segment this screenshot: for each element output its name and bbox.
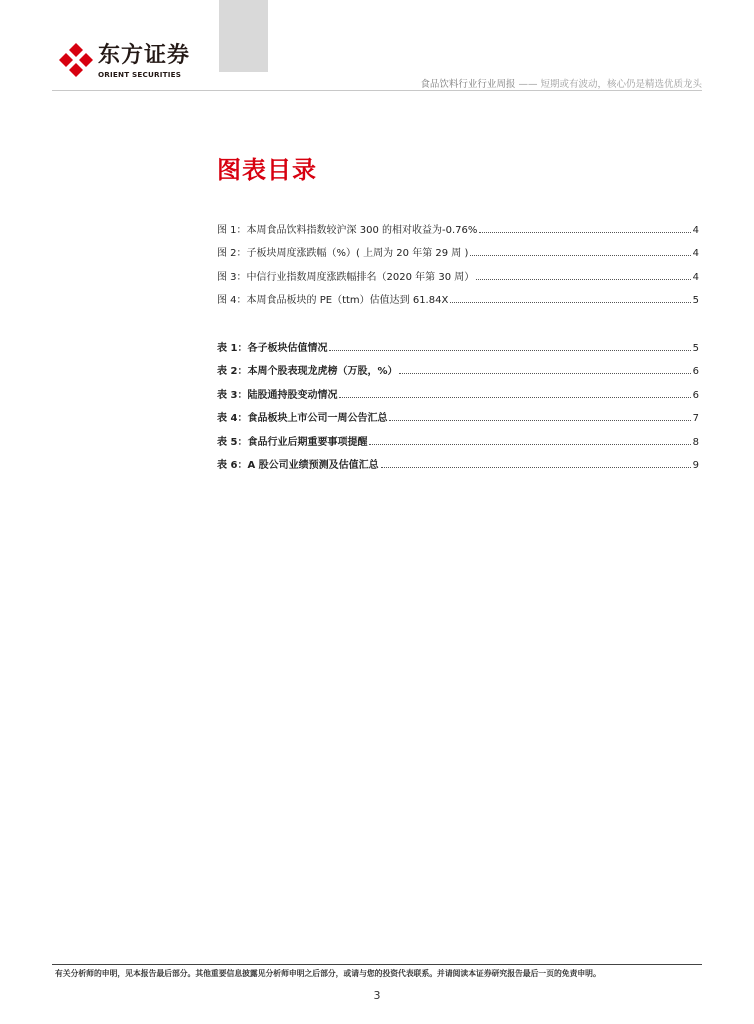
toc-title: 图表目录 <box>217 156 317 184</box>
toc-entry-label: 表 2：本周个股表现龙虎榜（万股，%） <box>217 366 398 377</box>
toc-entry-page: 4 <box>692 248 699 259</box>
header-separator: —— <box>518 79 538 90</box>
footer-disclaimer: 有关分析师的申明，见本报告最后部分。其他重要信息披露见分析师申明之后部分，或请与您的投资代表联系。并请阅读本证券研究报告最后一页的免责申明。 <box>55 969 601 978</box>
dot-leader <box>389 420 690 421</box>
toc-entry-label: 图 3：中信行业指数周度涨跌幅排名（2020 年第 30 周） <box>217 271 475 283</box>
figure-list <box>217 212 699 306</box>
report-type: 食品饮料行业行业周报 <box>420 79 516 90</box>
dot-leader <box>381 467 691 468</box>
header-accent-bar <box>219 0 268 72</box>
header-divider <box>52 90 702 91</box>
dot-leader <box>470 255 690 256</box>
toc-entry-figure-2[interactable] <box>217 236 699 260</box>
toc-entry-label: 图 1：本周食品饮料指数较沪深 300 的相对收益为-0.76% <box>217 224 478 236</box>
toc-entry-figure-4[interactable] <box>217 283 699 307</box>
toc-entry-table-5[interactable] <box>217 424 699 448</box>
toc-entry-label: 表 1：各子板块估值情况 <box>217 342 328 354</box>
report-subtitle: 短期或有波动，核心仍是精选优质龙头 <box>540 79 702 90</box>
toc-entry-table-2[interactable] <box>217 354 699 378</box>
toc-entry-page: 8 <box>692 436 699 448</box>
dot-leader <box>369 444 690 445</box>
table-list <box>217 330 699 471</box>
running-header <box>420 76 702 90</box>
logo-english-name: ORIENT SECURITIES <box>98 70 182 79</box>
toc-entry-page: 7 <box>692 413 699 424</box>
dot-leader <box>476 279 690 280</box>
dot-leader <box>339 397 690 398</box>
footer-divider <box>52 964 702 965</box>
toc-entry-label: 图 2：子板块周度涨跌幅（%）( 上周为 20 年第 29 周 ) <box>217 248 469 259</box>
toc-entry-page: 5 <box>692 342 699 354</box>
toc-entry-page: 6 <box>692 366 699 377</box>
company-logo <box>58 42 208 82</box>
dot-leader <box>399 373 690 374</box>
dot-leader <box>329 350 690 351</box>
toc-entry-figure-3[interactable] <box>217 259 699 283</box>
logo-chinese-name: 东方证券 <box>98 43 191 68</box>
toc-entry-page: 4 <box>692 224 699 236</box>
toc-entry-table-1[interactable] <box>217 330 699 354</box>
toc-entry-page: 6 <box>692 389 699 401</box>
dot-leader <box>479 232 690 233</box>
toc-entry-label: 图 4：本周食品板块的 PE（ttm）估值达到 61.84X <box>217 295 449 306</box>
toc-entry-label: 表 5：食品行业后期重要事项提醒 <box>217 436 368 448</box>
toc-entry-label: 表 6：A 股公司业绩预测及估值汇总 <box>217 460 379 471</box>
page-number: 3 <box>373 989 381 1002</box>
toc-entry-page: 9 <box>692 460 699 471</box>
toc-entry-label: 表 3：陆股通持股变动情况 <box>217 389 338 401</box>
dot-leader <box>450 302 690 303</box>
toc-entry-page: 4 <box>692 271 699 283</box>
toc-entry-table-4[interactable] <box>217 401 699 425</box>
toc-entry-page: 5 <box>692 295 699 306</box>
toc-entry-table-3[interactable] <box>217 377 699 401</box>
toc-entry-figure-1[interactable] <box>217 212 699 236</box>
toc-entry-table-6[interactable] <box>217 448 699 472</box>
orient-logo-icon <box>58 42 94 78</box>
toc-entry-label: 表 4：食品板块上市公司一周公告汇总 <box>217 413 388 424</box>
